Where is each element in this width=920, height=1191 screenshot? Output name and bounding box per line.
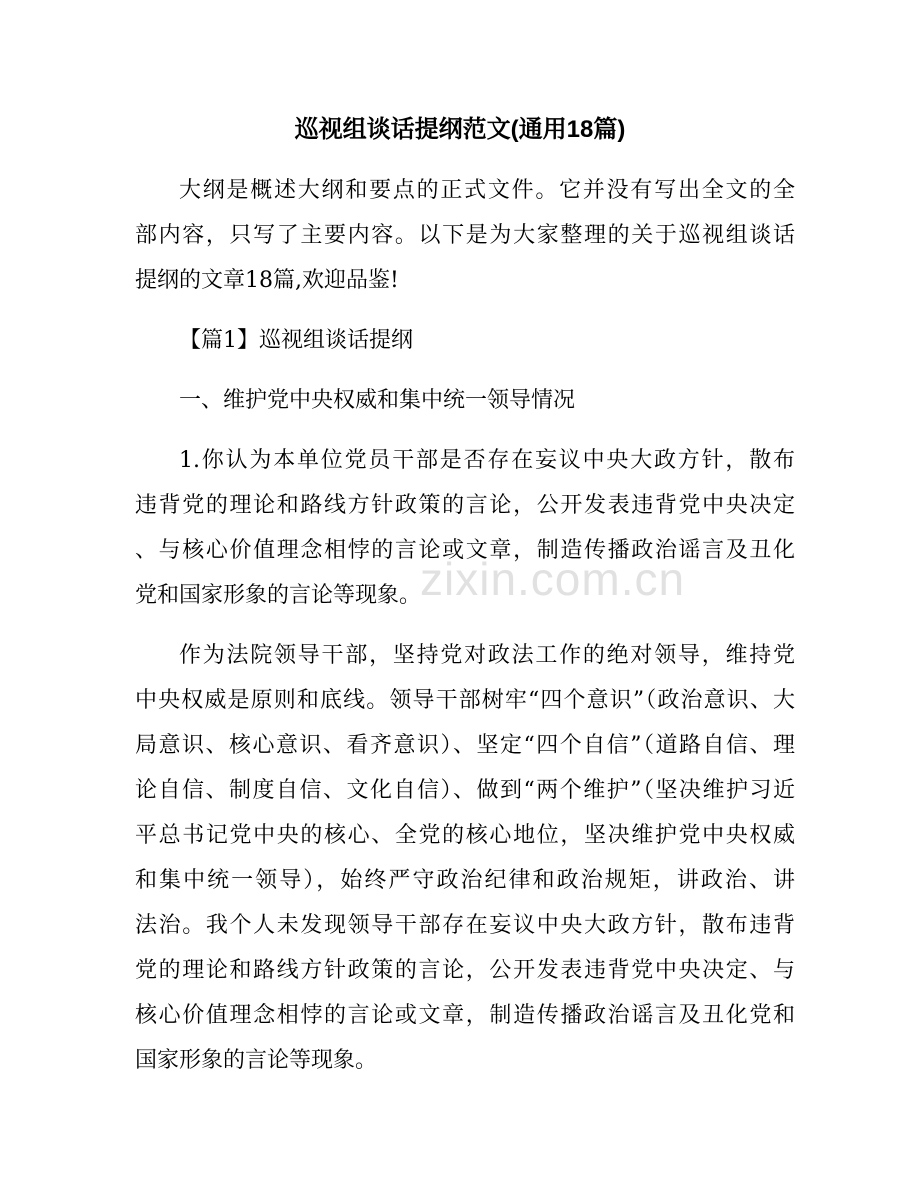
text-line: 国家形象的言论等现象。: [135, 1048, 378, 1073]
text-line: 1.你认为本单位党员干部是否存在妄议中央大政方针，散布: [179, 448, 795, 473]
text-line: 局意识、核心意识、看齐意识）、坚定“四个自信”（道路自信、理: [135, 733, 795, 758]
text-line: 【篇1】巡视组谈话提纲: [179, 328, 413, 353]
text-line: 法治。我个人未发现领导干部存在妄议中央大政方针，散布违背: [135, 913, 795, 938]
text-line: 和集中统一领导），始终严守政治纪律和政治规矩，讲政治、讲: [135, 868, 795, 893]
document-title: 巡视组谈话提纲范文(通用18篇): [294, 116, 626, 143]
text-line: 党的理论和路线方针政策的言论，公开发表违背党中央决定、与: [135, 958, 795, 983]
text-line: 一、维护党中央权威和集中统一领导情况: [179, 388, 576, 413]
text-line: 违背党的理论和路线方针政策的言论，公开发表违背党中央决定: [135, 493, 795, 518]
text-line: 部内容，只写了主要内容。以下是为大家整理的关于巡视组谈话: [135, 223, 795, 248]
watermark: zixin.com.cn: [420, 553, 686, 605]
text-line: 核心价值理念相悖的言论或文章，制造传播政治谣言及丑化党和: [135, 1003, 795, 1028]
paragraph: [135, 633, 795, 1083]
text-line: 大纲是概述大纲和要点的正式文件。它并没有写出全文的全: [179, 178, 795, 203]
paragraph: [135, 378, 795, 423]
text-line: 平总书记党中央的核心、全党的核心地位，坚决维护党中央权威: [135, 823, 795, 848]
paragraph: [135, 438, 795, 618]
text-line: 作为法院领导干部，坚持党对政法工作的绝对领导，维持党: [179, 643, 795, 668]
text-line: 党和国家形象的言论等现象。: [135, 583, 422, 608]
text-line: 中央权威是原则和底线。领导干部树牢“四个意识”（政治意识、大: [135, 688, 795, 713]
paragraph: [135, 318, 795, 363]
text-line: 论自信、制度自信、文化自信）、做到“两个维护”（坚决维护习近: [135, 778, 795, 803]
document-body: [135, 168, 795, 1083]
text-line: 提纲的文章18篇,欢迎品鉴!: [135, 268, 399, 293]
text-line: 、与核心价值理念相悖的言论或文章，制造传播政治谣言及丑化: [135, 538, 795, 563]
paragraph: [135, 168, 795, 303]
